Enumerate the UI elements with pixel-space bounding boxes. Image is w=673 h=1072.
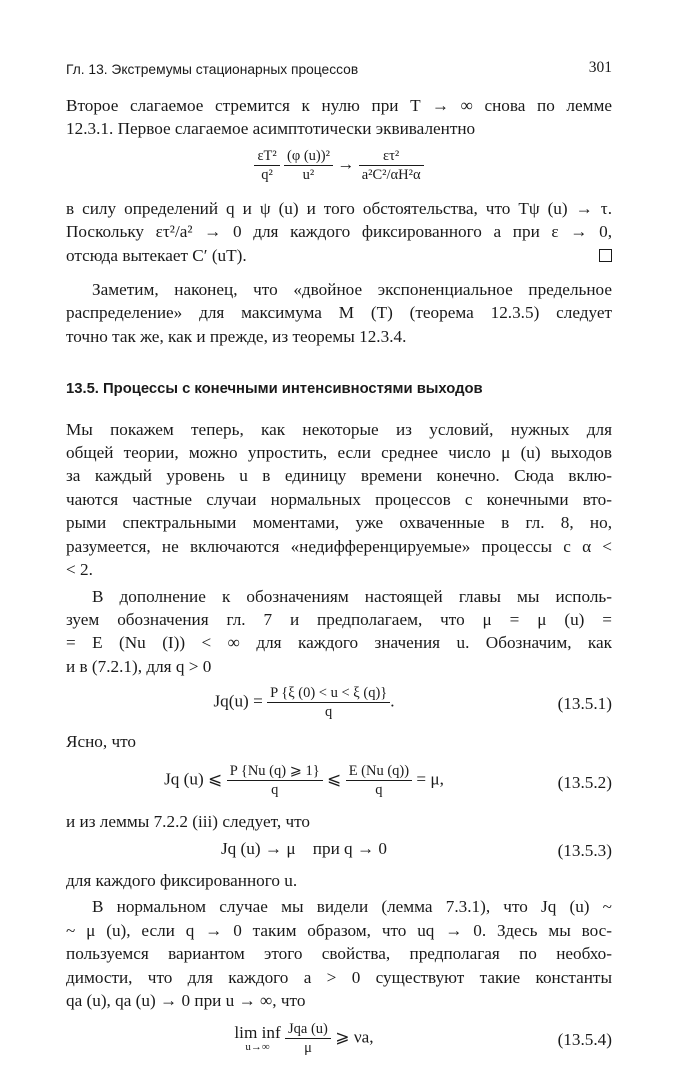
text-line: = E (Nu (I)) < ∞ для каждого значения u. Обозначим, как [66,633,612,653]
paragraph-1 [66,94,612,141]
fraction: $\frac{P \{\xi (0) < u < \xi (q)\}}{q}$ [267,684,390,721]
equation-13-5-2 [66,754,612,810]
qed-box-icon [599,249,612,262]
paragraph-7: для каждого фиксированного u. [66,870,298,890]
text-line: распределение» для максимума M (T) (теорема 12.3.5) следует [66,303,612,323]
text-line: зуем обозначения гл. 7 и предполагаем, что μ = μ (u) = [66,609,612,629]
fraction: $\frac{\text{εT²}}{\text{q²}}$ [254,147,279,184]
paragraph-3-cont [66,301,612,348]
text-line: В нормальном случае мы видели (лемма 7.3.1), что Jq (u) ~ [92,897,612,917]
paragraph-3 [66,278,612,301]
text-line: общей теории, можно упростить, если среднее число μ (u) выходов [66,443,612,463]
text-line: точно так же, как и прежде, из теоремы 12.3.4. [66,326,407,346]
equation-number: (13.5.2) [557,772,612,792]
paragraph-6: и из леммы 7.2.2 (iii) следует, что [66,811,311,831]
text-line: разумеется, не включаются «недифференцируемые» процессы с α < [66,536,612,556]
text-line: Второе слагаемое стремится к нулю при T → ∞ снова по лемме [66,96,612,115]
equation-number: (13.5.1) [557,694,612,714]
limit-operator: lim inf u→∞ [234,1022,281,1053]
fraction: $\frac{\text{(φ (u))²}}{\text{u²}}$ [284,147,333,184]
equation-tail: = μ, [416,768,444,788]
equation-tail: ⩾ νa, [335,1027,374,1047]
running-header [66,52,612,76]
arrow: → [337,154,355,174]
text-line: < 2. [66,560,93,580]
equation-13-5-1 [66,678,612,730]
section-heading: 13.5. Процессы с конечными интенсивностями выходов [66,381,483,398]
paragraph-2 [66,197,612,267]
fraction: $\frac{P \{Nu (q) ⩾ 1\}}{q}$ [227,762,323,799]
paragraph-5 [66,585,612,608]
equation-number: (13.5.3) [557,840,612,860]
text-line: Мы покажем теперь, как некоторые из условий, нужных для [66,419,612,439]
equation-lhs: Jq(u) = [213,691,263,711]
equation-relation: ⩽ [326,768,342,788]
text-line: пользуемся вариантом этого свойства, предполагая по необхо- [66,944,612,964]
text-line: В дополнение к обозначениям настоящей главы мы исполь- [92,586,612,606]
equation-body: Jq (u) → μ при q → 0 [220,838,388,858]
text-line: чаются частные случаи нормальных процессов с конечными вто- [66,489,612,509]
clearly-text: Ясно, что [66,732,137,752]
chapter-title: Гл. 13. Экстремумы стационарных процессов [66,62,359,77]
fraction: $\frac{E (Nu (q))}{q}$ [346,762,412,799]
text-line: димости, что для каждого a > 0 существуют такие константы [66,967,612,987]
fraction: $\frac{\text{ετ²}}{\text{a²C²/αH²α}}$ [359,147,424,184]
equation-tail: . [390,691,395,711]
text-line: и в (7.2.1), для q > 0 [66,656,212,676]
paragraph-8-cont [66,919,612,1013]
equation-lhs: Jq (u) ⩽ [164,768,223,788]
text-line: отсюда вытекает C′ (uT). [66,244,612,267]
text-line: Заметим, наконец, что «двойное экспоненциальное предельное [92,280,612,300]
text-line: в силу определений q и ψ (u) и того обстоятельства, что Tψ (u) → τ. [66,198,612,218]
equation-asymptotic [66,141,612,197]
paragraph-5-cont [66,608,612,678]
text-line: рыми спектральными моментами, уже охваченные в гл. 8, но, [66,513,612,533]
text-line: qa (u), qa (u) → 0 при u → ∞, что [66,990,306,1010]
book-page [66,52,612,1072]
text-line: за каждый уровень u в единицу времени конечно. Сюда вклю- [66,466,612,486]
fraction: $\frac{\text{Jqa (u)}}{\mu}$ [285,1020,331,1057]
equation-number: (13.5.4) [557,1030,612,1050]
paragraph-8 [66,895,612,918]
equation-13-5-3 [66,833,612,863]
text-line: 12.3.1. Первое слагаемое асимптотически эквивалентно [66,119,476,139]
equation-13-5-4 [66,1012,612,1072]
text-line: Поскольку ετ²/a² → 0 для каждого фиксированного a при ε → 0, [66,222,612,242]
page-number: 301 [588,59,612,76]
text-line: ~ μ (u), если q → 0 таким образом, что uq → 0. Здесь мы вос- [66,920,612,940]
paragraph-4 [66,418,612,582]
